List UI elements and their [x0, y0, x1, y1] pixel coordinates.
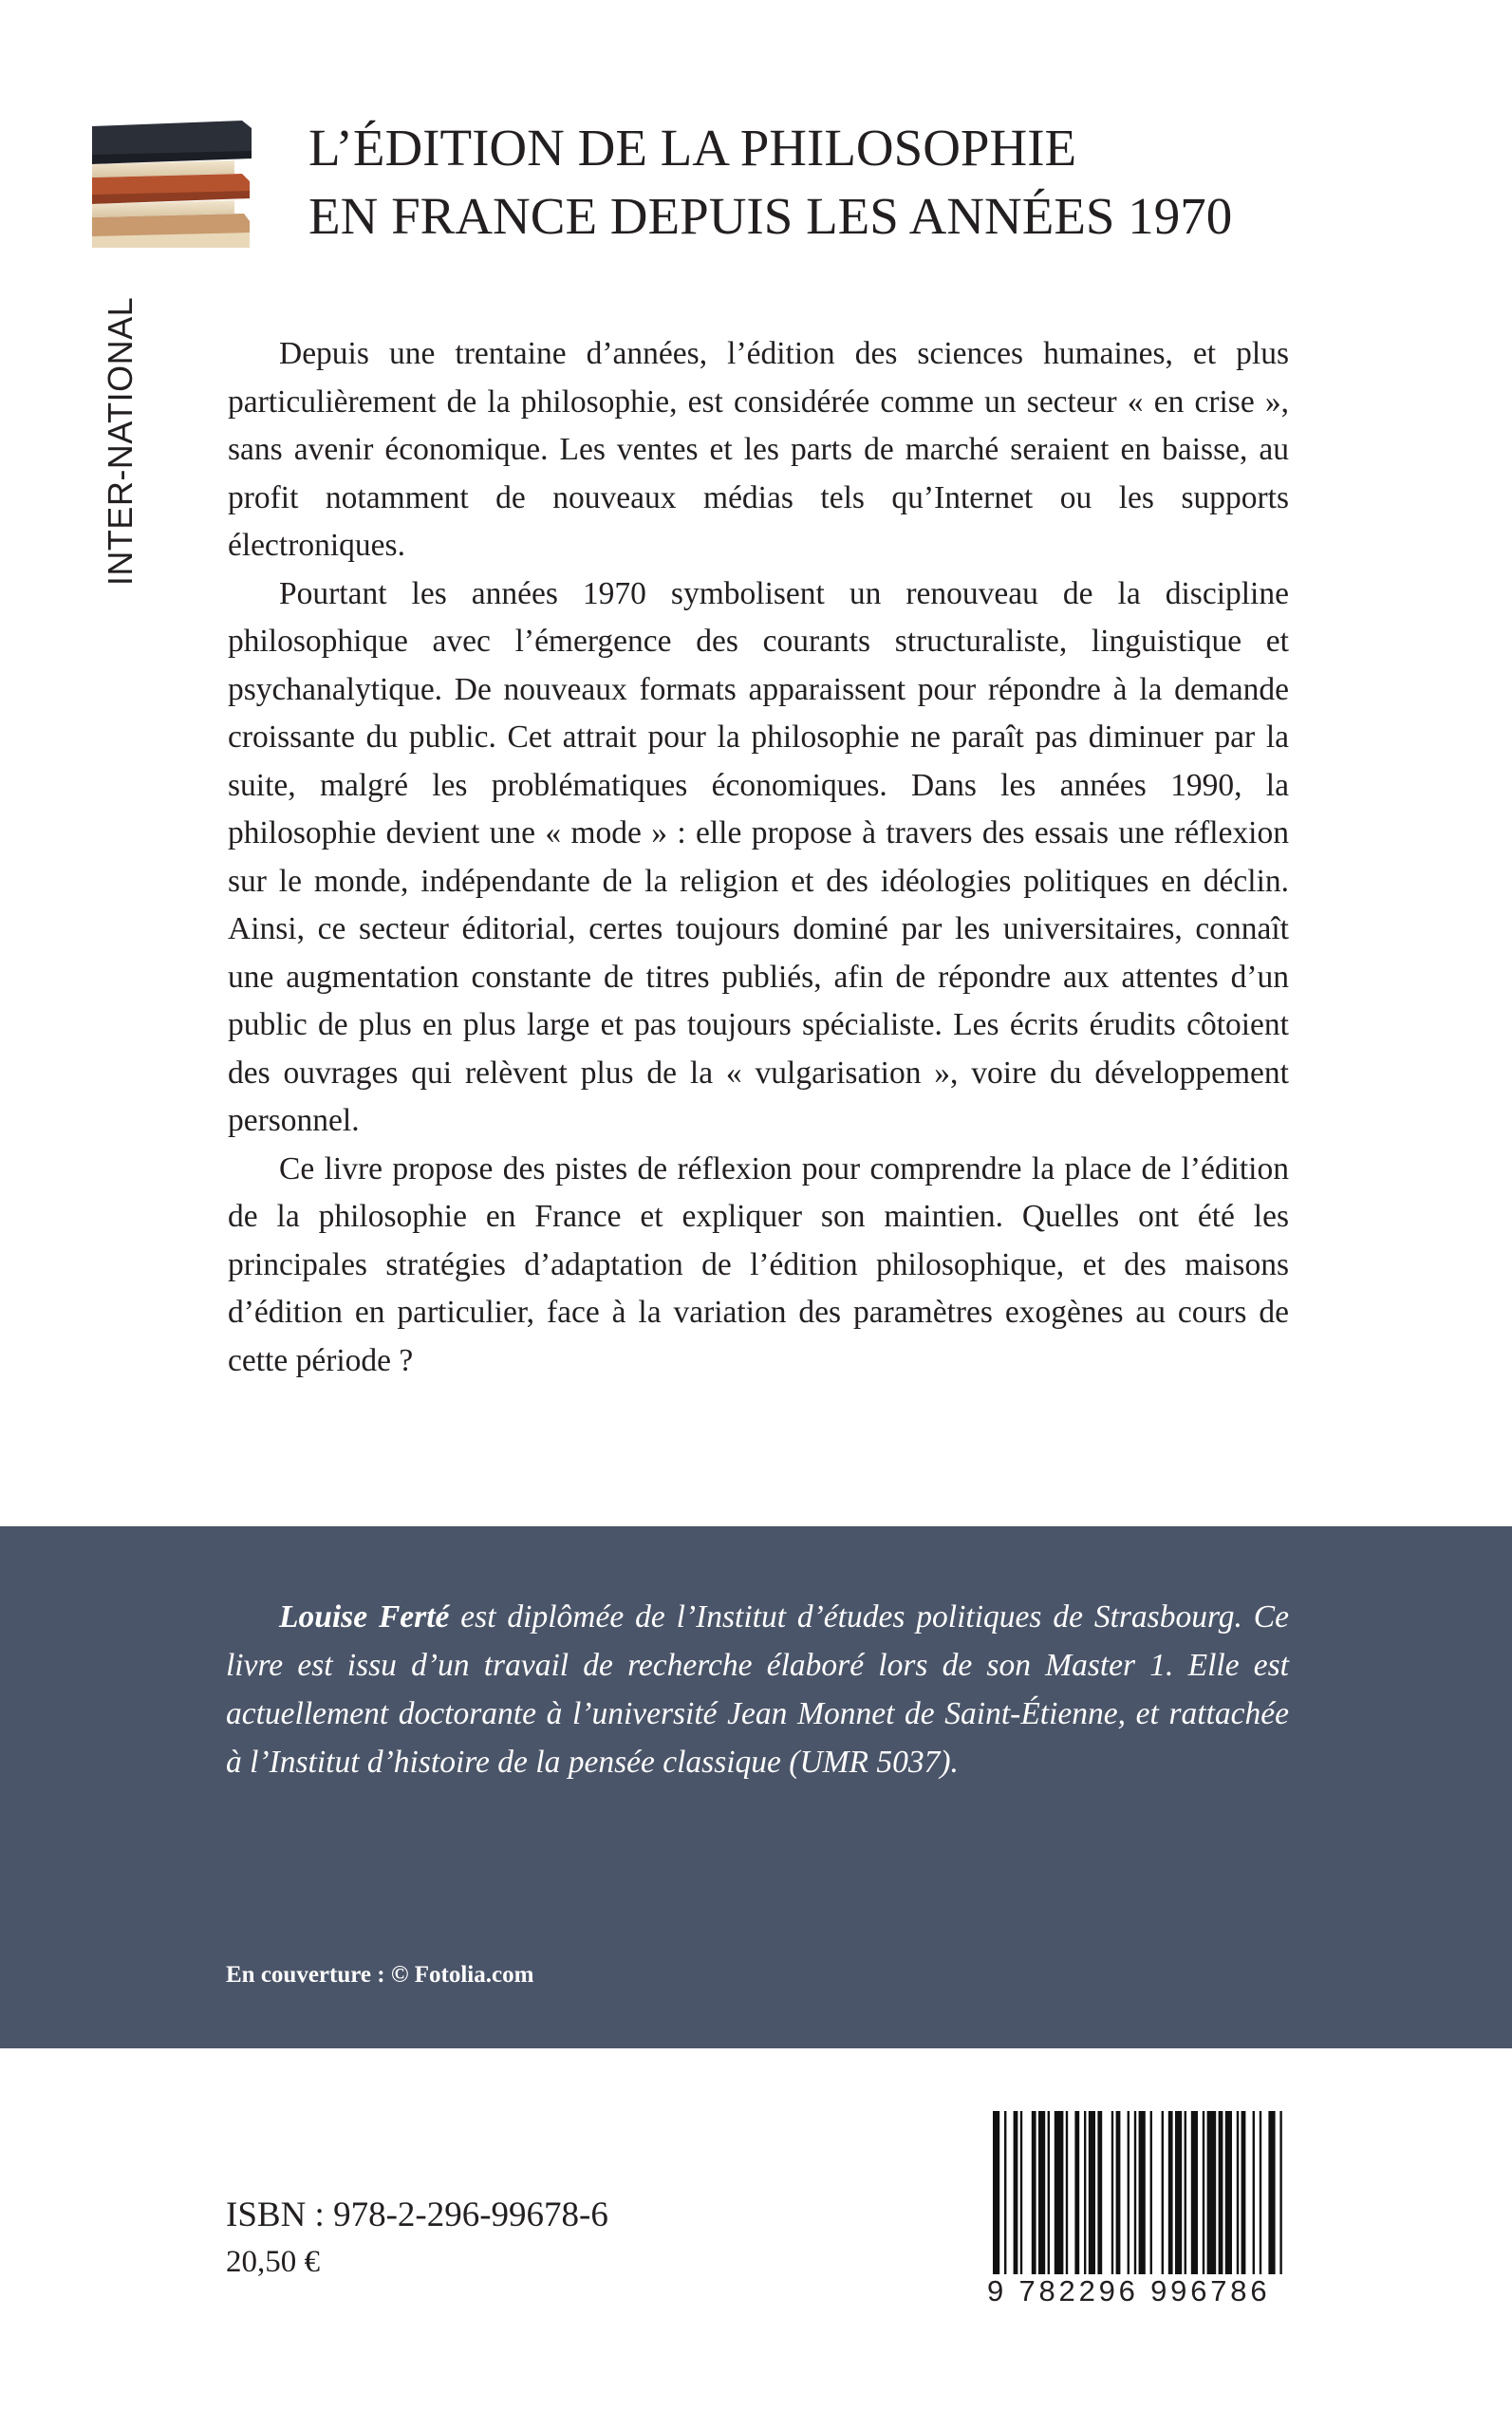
barcode-bar	[1020, 2111, 1022, 2274]
barcode-bar	[1004, 2111, 1006, 2274]
barcode-bar	[1241, 2111, 1246, 2274]
barcode-bar	[1066, 2111, 1068, 2274]
book-summary	[228, 330, 1289, 1385]
barcode-bar	[1055, 2111, 1064, 2274]
barcode-bar	[1175, 2111, 1182, 2274]
summary-paragraph: Ce livre propose des pistes de réflexion pour comprendre la place de l’édition de la philosophie en France et expliquer son maintien. Quelles ont été les principales stratégies d’adaptation de l’édition philosophique, et des maisons d’édition en particulier, face à la variation des paramètres exogènes au cours de cette période ?	[228, 1150, 1289, 1378]
barcode-bar	[1162, 2111, 1164, 2274]
barcode-bar	[1150, 2111, 1152, 2274]
barcode-bar	[1191, 2111, 1198, 2274]
title-line: EN FRANCE DEPUIS LES ANNÉES 1970	[308, 187, 1233, 245]
author-bio	[226, 1593, 1289, 1786]
barcode-bar	[1134, 2111, 1136, 2274]
isbn: ISBN : 978-2-296-99678-6	[226, 2195, 608, 2234]
series-label	[97, 275, 144, 607]
barcode-bar	[1111, 2111, 1113, 2274]
barcode-bar	[1097, 2111, 1102, 2274]
barcode-bar	[1219, 2111, 1223, 2274]
barcode-digits: 9 782296 996786	[987, 2274, 1291, 2308]
barcode-bar	[1032, 2111, 1036, 2274]
barcode-bar	[1014, 2111, 1018, 2274]
summary-paragraph: Pourtant les années 1970 symbolisent un renouveau de la discipline philosophique avec l’émergence des courants structuraliste, linguistique et psychanalytique. De nouveaux formats apparaissent pour répondre à la demande croissante du public. Cet attrait pour la philosophie ne paraît pas diminuer par la suite, malgré les problématiques économiques. Dans les années 1990, la philosophie devient une « mode » : elle propose à travers des essais une réflexion sur le monde, indépendante de la religion et des idéologies politiques en déclin. Ainsi, ce secteur éditorial, certes toujours dominé par les universitaires, connaît une augmentation constante de titres publiés, afin de répondre aux attentes d’un public de plus en plus large et pas toujours spécialiste. Les écrits érudits côtoient des ouvrages qui relèvent plus de la « vulgarisation », voire du développement personnel.	[228, 575, 1289, 1138]
barcode-bar	[1116, 2111, 1121, 2274]
series-name: INTER-NATIONAL	[101, 296, 140, 587]
author-name: Louise Ferté	[279, 1599, 450, 1635]
barcode-bar	[1237, 2111, 1239, 2274]
barcode-bar	[1225, 2111, 1232, 2274]
barcode-bar	[1048, 2111, 1050, 2274]
price: 20,50 €	[226, 2245, 320, 2279]
barcode-bar	[1207, 2111, 1217, 2274]
barcode-bar	[1038, 2111, 1045, 2274]
barcode-bar	[1253, 2111, 1255, 2274]
barcode-bar	[1185, 2111, 1186, 2274]
author-bio-text: est diplômée de l’Institut d’études politiques de Strasbourg. Ce livre est issu d’un travail de recherche élaboré lors de son Master 1. Elle est actuellement doctorante à l’université Jean Monnet de Saint-Étienne, et rattachée à l’Institut d’histoire de la pensée classique (UMR 5037).	[226, 1599, 1289, 1780]
barcode-bar	[1074, 2111, 1079, 2274]
barcode-bar	[1279, 2111, 1281, 2274]
barcode-bar	[1089, 2111, 1095, 2274]
books-stack-image	[92, 121, 253, 248]
barcode-bar	[1203, 2111, 1204, 2274]
barcode-bar	[1084, 2111, 1086, 2274]
barcode-bar	[1139, 2111, 1146, 2274]
cover-credit: En couverture : © Fotolia.com	[226, 1962, 534, 1988]
book-title	[308, 114, 1428, 251]
barcode-bar	[993, 2111, 999, 2274]
summary-paragraph: Depuis une trentaine d’années, l’édition des sciences humaines, et plus particulièrement de la philosophie, est considérée comme un secteur « en crise », sans avenir économique. Les ventes et les parts de marché seraient en baisse, au profit notamment de nouveaux médias tels qu’Internet ou les supports électroniques.	[228, 336, 1289, 563]
barcode-bar	[1128, 2111, 1129, 2274]
title-line: L’ÉDITION DE LA PHILOSOPHIE	[308, 119, 1077, 177]
barcode-bar	[1260, 2111, 1261, 2274]
barcode-bar	[1168, 2111, 1173, 2274]
barcode-bar	[1268, 2111, 1275, 2274]
